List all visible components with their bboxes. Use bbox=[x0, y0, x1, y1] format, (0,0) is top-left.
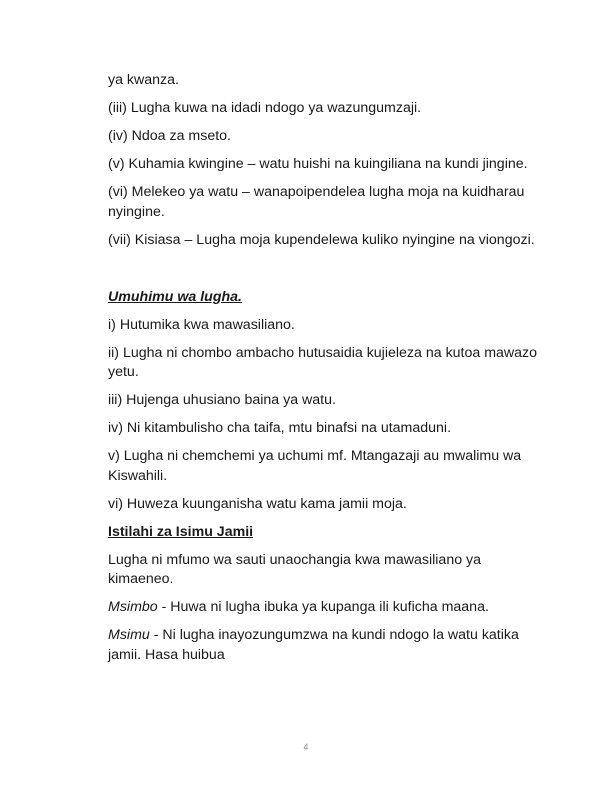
page-number: 4 bbox=[303, 742, 309, 752]
paragraph: Lugha ni mfumo wa sauti unaochangia kwa mawasiliano ya kimaeneo. bbox=[108, 551, 482, 587]
definition: - Ni lugha inayozungumzwa na kundi ndogo la watu katika jamii. Hasa huibua bbox=[108, 627, 519, 663]
section-heading-umuhimu: Umuhimu wa lugha. bbox=[108, 288, 242, 305]
list-item: v) Lugha ni chemchemi ya uchumi mf. Mtangazaji au mwalimu wa Kiswahili. bbox=[108, 448, 522, 484]
list-item: i) Hutumika kwa mawasiliano. bbox=[108, 316, 295, 333]
list-item: (v) Kuhamia kwingine – watu huishi na kuingiliana na kundi jingine. bbox=[108, 156, 528, 172]
list-item: (iii) Lugha kuwa na idadi ndogo ya wazungumzaji. bbox=[108, 100, 422, 116]
page-content bbox=[108, 71, 548, 674]
list-item: iv) Ni kitambulisho cha taifa, mtu binafsi na utamaduni. bbox=[108, 420, 452, 436]
list-item: (vii) Kisiasa – Lugha moja kupendelewa kuliko nyingine na viongozi. bbox=[108, 231, 535, 248]
definition-msimu bbox=[108, 626, 548, 665]
list-item: ya kwanza. bbox=[108, 72, 179, 88]
term: Msimbo bbox=[108, 599, 158, 615]
list-item: (iv) Ndoa za mseto. bbox=[108, 128, 231, 144]
list-item: (vi) Melekeo ya watu – wanapoipendelea lugha moja na kuidharau nyingine. bbox=[108, 184, 525, 220]
definition-msimbo bbox=[108, 598, 548, 618]
list-item: ii) Lugha ni chombo ambacho hutusaidia kujieleza na kutoa mawazo yetu. bbox=[108, 344, 538, 380]
definition: - Huwa ni lugha ibuka ya kupanga ili kuficha maana. bbox=[157, 599, 489, 615]
list-item: iii) Hujenga uhusiano baina ya watu. bbox=[108, 392, 336, 408]
list-item: vi) Huweza kuunganisha watu kama jamii moja. bbox=[108, 495, 407, 512]
term: Msimu bbox=[108, 627, 150, 643]
section-heading-istilahi: Istilahi za Isimu Jamii bbox=[108, 523, 254, 540]
spacer bbox=[108, 259, 548, 288]
